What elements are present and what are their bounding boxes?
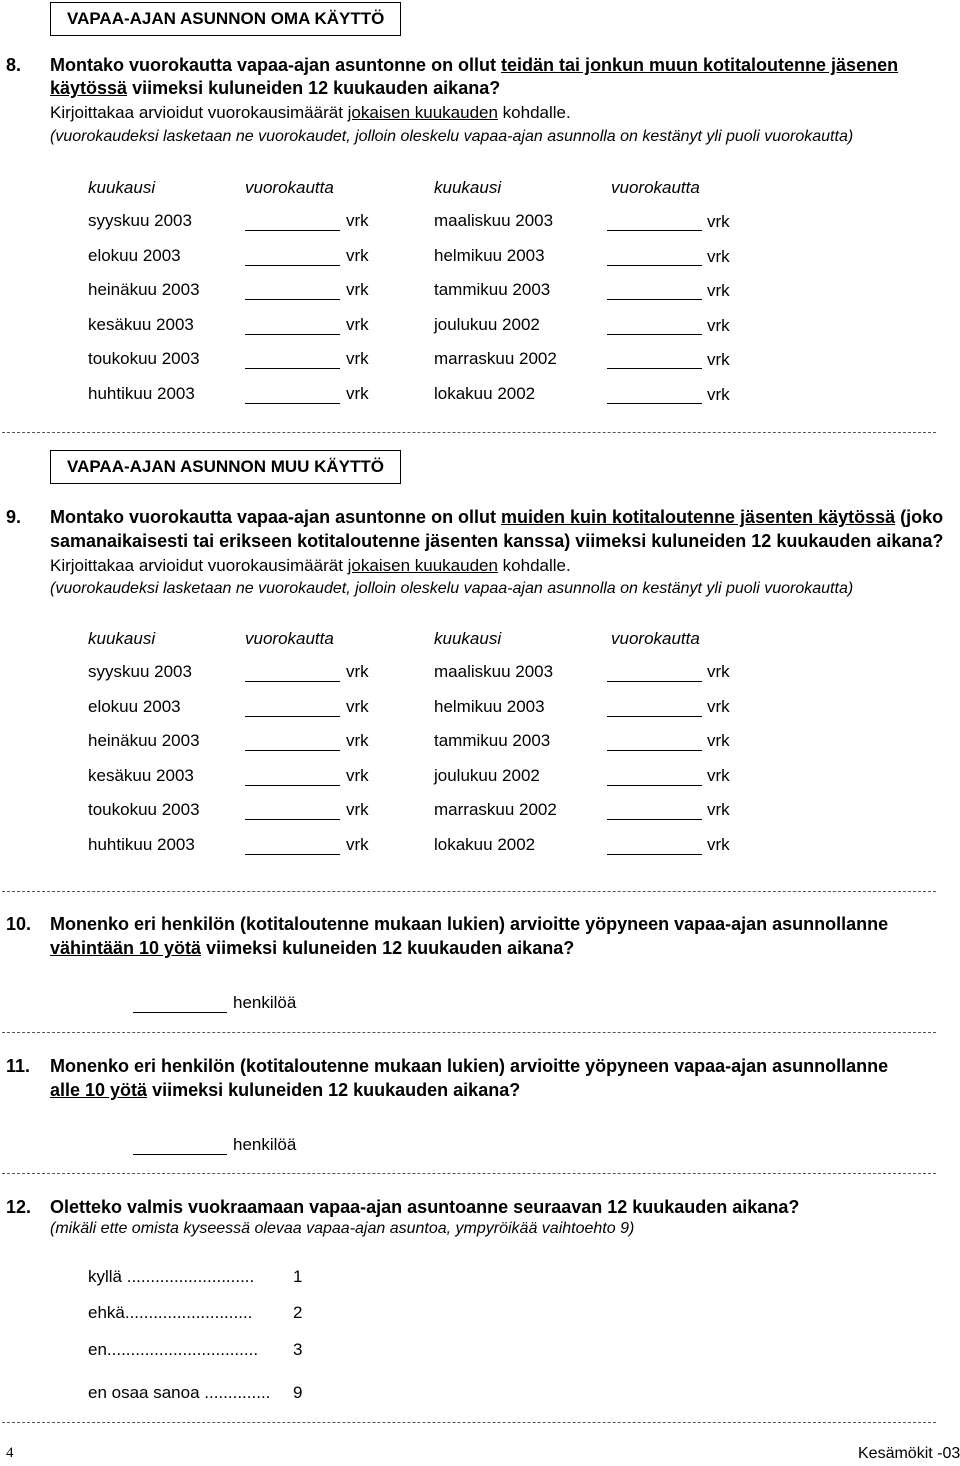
question-8-text-underlined-2: käytössä	[50, 78, 128, 98]
question-10-line2	[50, 938, 574, 959]
month-label: tammikuu 2003	[434, 731, 551, 751]
question-11-text-b: viimeksi kuluneiden 12 kuukauden aikana?	[147, 1080, 521, 1100]
option-row[interactable]	[88, 1340, 303, 1360]
option-label: ehkä...........................	[88, 1303, 253, 1322]
instruction-underlined: jokaisen kuukauden	[347, 556, 498, 575]
question-8-text-underlined: teidän tai jonkun muun kotitaloutenne jäsenen	[501, 55, 899, 75]
days-blank[interactable]	[607, 854, 702, 855]
question-9-text-b: (joko	[895, 507, 944, 527]
option-row[interactable]	[88, 1267, 303, 1287]
days-blank[interactable]	[607, 299, 702, 300]
instruction-underlined: jokaisen kuukauden	[347, 103, 498, 122]
question-9-instruction	[50, 556, 571, 576]
days-blank[interactable]	[245, 403, 340, 404]
unit-label: vrk	[707, 835, 730, 854]
question-8-note: (vuorokaudeksi lasketaan ne vuorokaudet, jolloin oleskelu vapaa-ajan asunnolla on kestänyt yli puoli vuorokautta)	[50, 128, 854, 145]
option-label: en................................	[88, 1340, 259, 1359]
month-label: elokuu 2003	[88, 245, 181, 265]
divider	[2, 1173, 936, 1174]
question-11-line2	[50, 1080, 520, 1101]
question-10-text-underlined: vähintään 10 yötä	[50, 938, 202, 958]
days-blank[interactable]	[245, 299, 340, 300]
days-blank[interactable]	[245, 265, 340, 266]
days-blank[interactable]	[607, 819, 702, 820]
table-header: kuukausi	[88, 178, 156, 197]
month-label: lokakuu 2002	[434, 384, 536, 403]
question-12-number: 12.	[6, 1197, 32, 1217]
days-blank[interactable]	[245, 785, 340, 786]
month-label: heinäkuu 2003	[88, 731, 200, 751]
month-label: syyskuu 2003	[88, 662, 192, 681]
unit-label: vrk	[707, 350, 730, 370]
table-header: vuorokautta	[611, 629, 700, 648]
table-header: kuukausi	[434, 178, 502, 197]
unit-label: vrk	[346, 662, 369, 681]
unit-label: vrk	[346, 835, 369, 854]
month-label: joulukuu 2002	[434, 765, 540, 785]
table-header: vuorokautta	[245, 178, 334, 197]
option-row[interactable]	[88, 1303, 303, 1323]
table-header: vuorokautta	[245, 629, 334, 648]
question-12-text: Oletteko valmis vuokraamaan vapaa-ajan asuntoanne seuraavan 12 kuukauden aikana?	[50, 1197, 800, 1217]
days-blank[interactable]	[245, 230, 340, 231]
question-10-number: 10.	[6, 914, 32, 934]
unit-label: vrk	[707, 246, 730, 266]
unit-label: vrk	[346, 280, 369, 300]
month-label: joulukuu 2002	[434, 314, 540, 334]
days-blank[interactable]	[245, 681, 340, 682]
days-blank[interactable]	[245, 854, 340, 855]
month-label: marraskuu 2002	[434, 349, 557, 369]
days-blank[interactable]	[607, 334, 702, 335]
days-blank[interactable]	[607, 403, 702, 404]
month-label: tammikuu 2003	[434, 280, 551, 300]
section-header-other-use: VAPAA-AJAN ASUNNON MUU KÄYTTÖ	[50, 450, 401, 484]
month-label: lokakuu 2002	[434, 835, 536, 854]
question-9-line1	[50, 507, 943, 528]
days-blank[interactable]	[607, 681, 702, 682]
question-10-text-b: viimeksi kuluneiden 12 kuukauden aikana?	[201, 938, 575, 958]
month-label: heinäkuu 2003	[88, 280, 200, 300]
question-8-text-b: viimeksi kuluneiden 12 kuukauden aikana?	[127, 78, 501, 98]
unit-label: vrk	[707, 662, 730, 681]
month-label: maaliskuu 2003	[434, 211, 554, 230]
question-9-number: 9.	[6, 507, 22, 527]
divider	[2, 1422, 936, 1423]
divider	[2, 432, 936, 433]
unit-label: vrk	[707, 315, 730, 335]
days-blank[interactable]	[607, 230, 702, 231]
option-row[interactable]	[88, 1383, 303, 1403]
divider	[2, 1032, 936, 1033]
question-8-text-a: Montako vuorokautta vapaa-ajan asuntonne on ollut	[50, 55, 502, 75]
month-label: toukokuu 2003	[88, 800, 200, 820]
unit-label: vrk	[707, 696, 730, 716]
days-blank[interactable]	[607, 265, 702, 266]
unit-label: vrk	[346, 800, 369, 820]
days-blank[interactable]	[245, 716, 340, 717]
month-label: helmikuu 2003	[434, 696, 545, 716]
persons-unit-11: henkilöä	[233, 1135, 297, 1154]
unit-label: vrk	[707, 765, 730, 785]
question-8-number: 8.	[6, 55, 22, 75]
persons-blank-11[interactable]	[133, 1154, 227, 1155]
unit-label: vrk	[707, 731, 730, 751]
days-blank[interactable]	[607, 368, 702, 369]
unit-label: vrk	[346, 211, 369, 230]
question-11-text-underlined: alle 10 yötä	[50, 1080, 148, 1100]
unit-label: vrk	[346, 349, 369, 369]
question-9-note: (vuorokaudeksi lasketaan ne vuorokaudet, jolloin oleskelu vapaa-ajan asunnolla on kestänyt yli puoli vuorokautta)	[50, 580, 854, 597]
instruction-text: Kirjoittakaa arvioidut vuorokausimäärät	[50, 556, 348, 575]
month-label: kesäkuu 2003	[88, 314, 194, 334]
option-code[interactable]: 2	[293, 1303, 303, 1322]
month-label: helmikuu 2003	[434, 245, 545, 265]
month-label: maaliskuu 2003	[434, 662, 554, 681]
question-12-note: (mikäli ette omista kyseessä olevaa vapaa-ajan asuntoa, ympyröikää vaihtoehto 9)	[50, 1220, 635, 1237]
section-header-own-use: VAPAA-AJAN ASUNNON OMA KÄYTTÖ	[50, 2, 401, 36]
footer-title: Kesämökit -03	[858, 1445, 960, 1462]
question-11-line1: Monenko eri henkilön (kotitaloutenne mukaan lukien) arvioitte yöpyneen vapaa-ajan asunnollanne	[50, 1056, 889, 1076]
days-blank[interactable]	[607, 716, 702, 717]
question-9-text-a: Montako vuorokautta vapaa-ajan asuntonne on ollut	[50, 507, 502, 527]
days-blank[interactable]	[607, 785, 702, 786]
persons-unit-10: henkilöä	[233, 993, 297, 1012]
question-8-line2	[50, 78, 500, 99]
instruction-text: Kirjoittakaa arvioidut vuorokausimäärät	[50, 103, 348, 122]
days-blank[interactable]	[245, 368, 340, 369]
divider	[2, 891, 936, 892]
unit-label: vrk	[707, 212, 730, 231]
table-header: kuukausi	[434, 629, 502, 648]
unit-label: vrk	[707, 281, 730, 301]
table-header: vuorokautta	[611, 178, 700, 197]
option-label: en osaa sanoa ..............	[88, 1383, 271, 1402]
unit-label: vrk	[346, 731, 369, 751]
month-label: huhtikuu 2003	[88, 835, 195, 854]
days-blank[interactable]	[245, 334, 340, 335]
question-8-instruction	[50, 103, 571, 123]
month-label: huhtikuu 2003	[88, 384, 195, 403]
month-label: marraskuu 2002	[434, 800, 557, 820]
days-blank[interactable]	[245, 819, 340, 820]
instruction-end: kohdalle.	[497, 103, 571, 122]
persons-blank-10[interactable]	[133, 1012, 227, 1013]
unit-label: vrk	[346, 696, 369, 716]
month-label: syyskuu 2003	[88, 211, 192, 230]
option-code[interactable]: 1	[293, 1267, 303, 1286]
unit-label: vrk	[707, 385, 730, 404]
month-label: kesäkuu 2003	[88, 765, 194, 785]
question-8-line1	[50, 55, 898, 76]
month-label: elokuu 2003	[88, 696, 181, 716]
question-9-text-underlined: muiden kuin kotitaloutenne jäsenten käytössä	[501, 507, 896, 527]
days-blank[interactable]	[245, 750, 340, 751]
question-11-number: 11.	[6, 1056, 31, 1076]
option-code[interactable]: 3	[293, 1340, 303, 1359]
days-blank[interactable]	[607, 750, 702, 751]
unit-label: vrk	[707, 800, 730, 820]
option-label: kyllä ...........................	[88, 1267, 255, 1286]
question-9-line2: samanaikaisesti tai erikseen kotitaloutenne jäsenten kanssa) viimeksi kuluneiden 12 kuukauden aikana?	[50, 531, 944, 551]
unit-label: vrk	[346, 765, 369, 785]
question-10-line1: Monenko eri henkilön (kotitaloutenne mukaan lukien) arvioitte yöpyneen vapaa-ajan asunnollanne	[50, 914, 889, 934]
page-number: 4	[6, 1445, 14, 1461]
unit-label: vrk	[346, 245, 369, 265]
option-code[interactable]: 9	[293, 1383, 303, 1402]
month-label: toukokuu 2003	[88, 349, 200, 369]
instruction-end: kohdalle.	[497, 556, 571, 575]
unit-label: vrk	[346, 314, 369, 334]
unit-label: vrk	[346, 384, 369, 403]
table-header: kuukausi	[88, 629, 156, 648]
